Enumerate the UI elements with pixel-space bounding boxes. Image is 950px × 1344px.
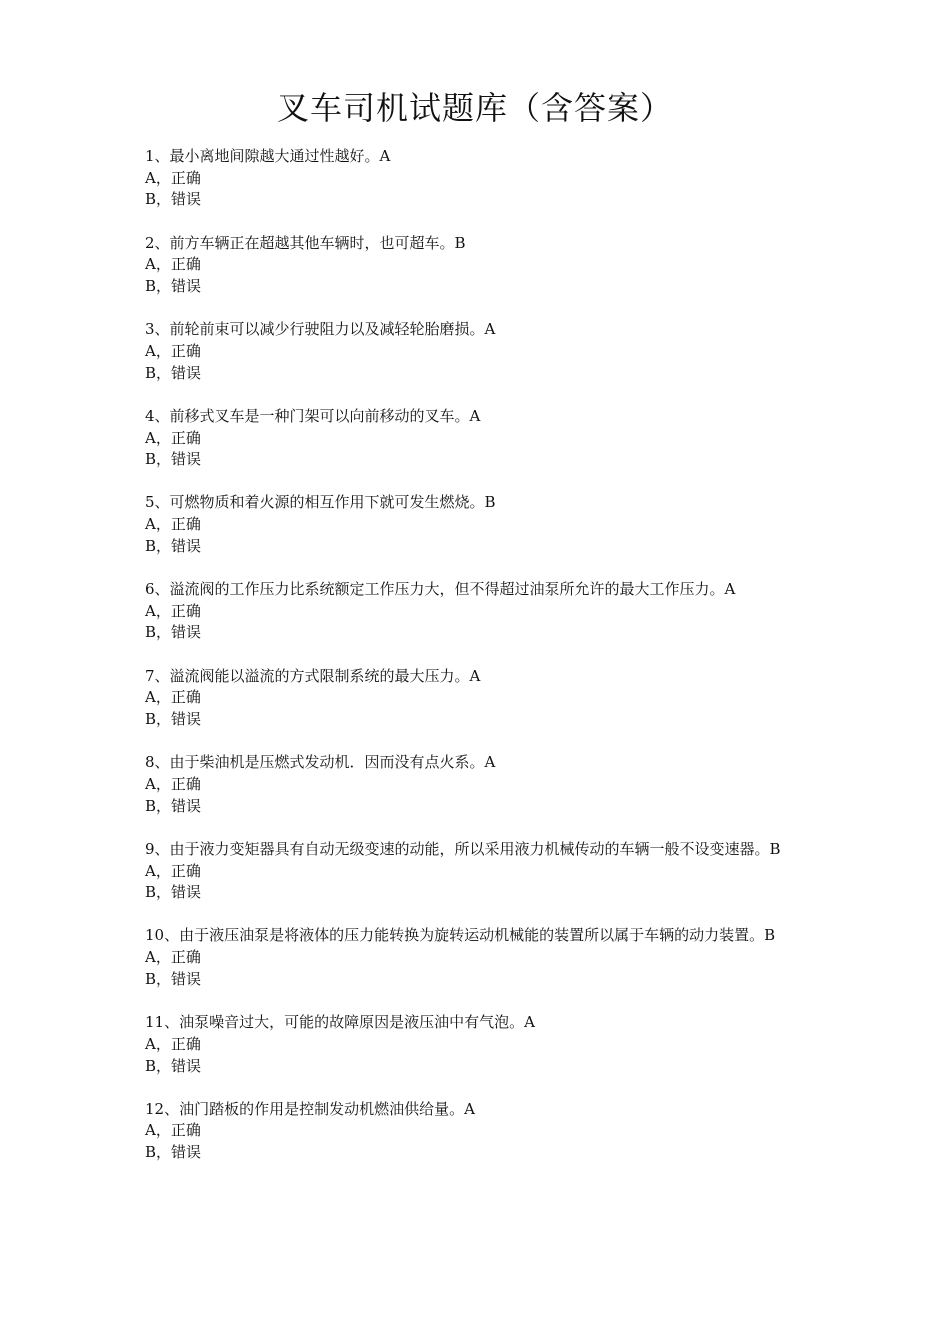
option-a: A，正确 [145,1121,201,1140]
question-text: 9、由于液力变矩器具有自动无级变速的动能，所以采用液力机械传动的车辆一般不设变速器。B [145,839,781,858]
question-text: 6、溢流阀的工作压力比系统额定工作压力大，但不得超过油泵所允许的最大工作压力。A [145,580,736,599]
option-b: B，错误 [145,623,202,642]
question-text: 8、由于柴油机是压燃式发动机．因而没有点火系。A [145,753,496,772]
question-item [145,925,815,990]
question-item [145,406,815,471]
option-b: B，错误 [145,969,202,988]
option-a: A，正确 [145,861,201,880]
question-item [145,1099,815,1164]
option-b: B，错误 [145,536,202,555]
option-b: B，错误 [145,1143,202,1162]
document-title: 叉车司机试题库（含答案） [276,89,673,127]
question-text: 7、溢流阀能以溢流的方式限制系统的最大压力。A [145,666,481,685]
option-b: B，错误 [145,796,202,815]
option-a: A，正确 [145,948,201,967]
option-a: A，正确 [145,601,201,620]
question-text: 1、最小离地间隙越大通过性越好。A [145,147,391,165]
question-text: 12、油门踏板的作用是控制发动机燃油供给量。A [145,1099,475,1118]
question-text: 4、前移式叉车是一种门架可以向前移动的叉车。A [145,406,481,425]
option-b: B，错误 [145,450,202,469]
question-item [145,839,815,904]
option-b: B，错误 [145,190,202,209]
question-item [145,233,815,298]
option-a: A，正确 [145,255,201,274]
question-item [145,492,815,557]
question-item [145,146,815,211]
question-text: 5、可燃物质和着火源的相互作用下就可发生燃烧。B [145,493,496,512]
question-text: 3、前轮前束可以减少行驶阻力以及减轻轮胎磨损。A [145,320,496,339]
option-a: A，正确 [145,428,201,447]
option-a: A，正确 [145,774,201,793]
question-item [145,666,815,731]
question-text: 2、前方车辆正在超越其他车辆时，也可超车。B [145,233,466,252]
option-b: B，错误 [145,363,202,382]
option-a: A，正确 [145,515,201,534]
option-b: B，错误 [145,1056,202,1075]
question-item [145,579,815,644]
option-a: A，正确 [145,341,201,360]
option-b: B，错误 [145,883,202,902]
question-text: 10、由于液压油泵是将液体的压力能转换为旋转运动机械能的装置所以属于车辆的动力装置。B [145,926,776,945]
question-item [145,752,815,817]
option-b: B，错误 [145,710,202,729]
option-b: B，错误 [145,277,202,296]
question-item [145,319,815,384]
option-a: A，正确 [145,688,201,707]
question-list [145,146,815,1185]
option-a: A，正确 [145,1034,201,1053]
question-item [145,1012,815,1077]
question-text: 11、油泵噪音过大，可能的故障原因是液压油中有气泡。A [145,1013,535,1032]
option-a: A，正确 [145,168,201,187]
